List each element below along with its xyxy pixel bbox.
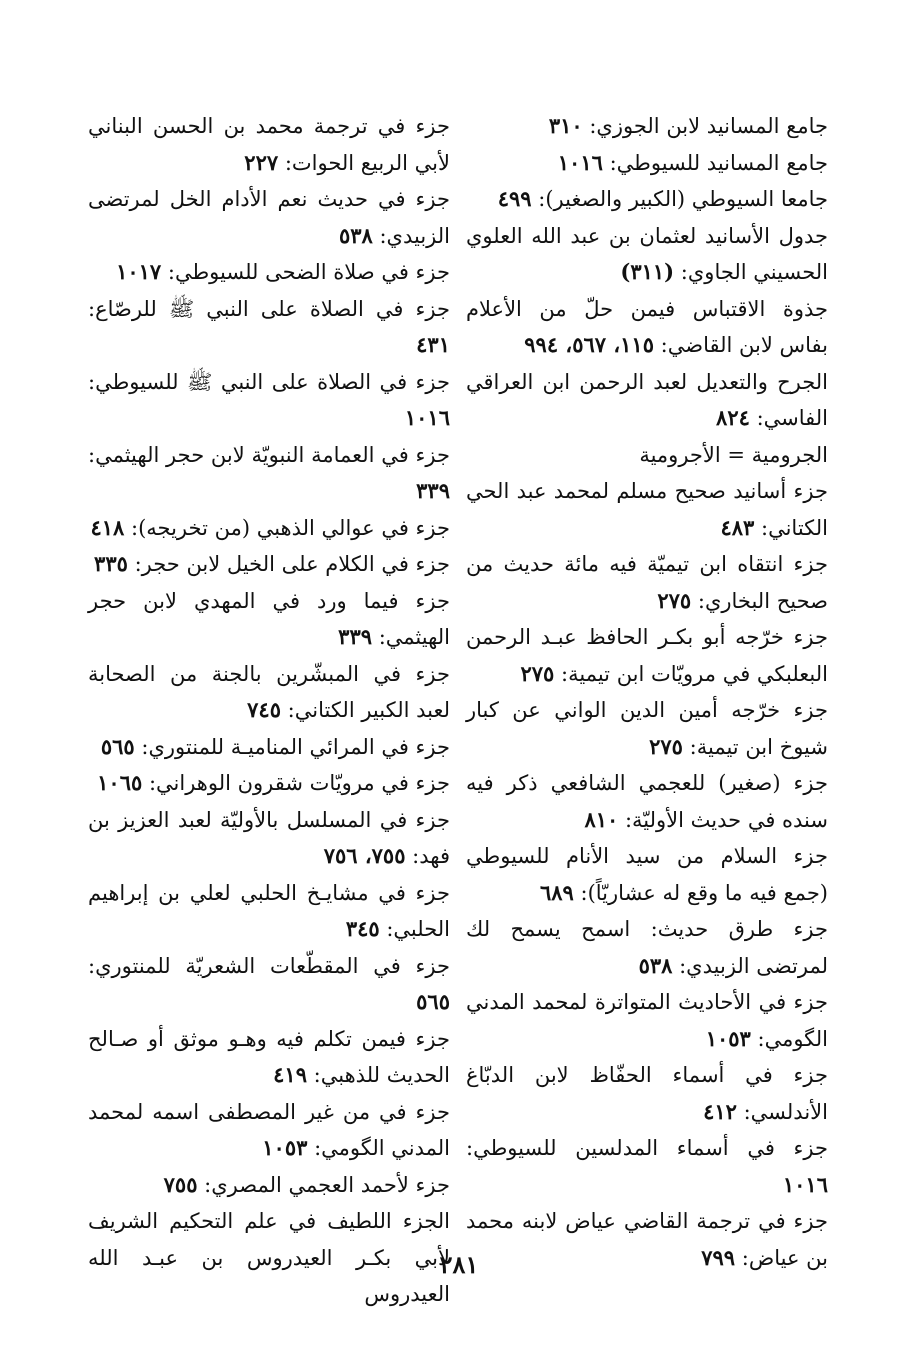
- entry-title: جزء في الكلام على الخيل لابن حجر:: [127, 552, 450, 576]
- entry-page-refs: ١٠١٧: [116, 259, 162, 284]
- index-entry: [466, 437, 828, 474]
- entry-page-refs: ٤٣١: [416, 332, 450, 357]
- entry-page-refs: ١٠٥٣: [705, 1025, 751, 1051]
- entry-page-refs: ٤٨٣: [720, 514, 755, 540]
- index-entry: [466, 765, 828, 838]
- index-entry: [466, 473, 828, 546]
- entry-page-refs: ٤١٨: [90, 514, 125, 540]
- entry-page-refs: ٧٥٥، ٧٥٦: [323, 843, 406, 868]
- index-entry: [466, 619, 828, 692]
- entry-title: جزء طرق حديث: اسمح يسمح لك لمرتضى الزبيدي:: [466, 917, 828, 978]
- entry-page-refs: ٣١٠: [548, 113, 583, 138]
- entry-page-refs: ١٠١٦: [404, 405, 450, 430]
- index-entry: [466, 911, 828, 984]
- index-entry: [88, 437, 450, 510]
- entry-title: جزء انتقاه ابن تيميّة فيه مائة حديث من صحيح البخاري:: [466, 552, 828, 613]
- index-entry: [88, 729, 450, 766]
- index-entry: [88, 875, 450, 948]
- entry-page-refs: ٢٧٥: [520, 660, 555, 686]
- entry-page-refs: ١٠٦٥: [97, 770, 143, 795]
- entry-page-refs: ١٠٥٣: [262, 1135, 308, 1160]
- entry-title: جزء أسانيد صحيح مسلم لمحمد عبد الحي الكتاني:: [466, 479, 828, 540]
- entry-page-refs: ٢٢٧: [244, 149, 279, 175]
- entry-title: جزء (صغير) للعجمي الشافعي ذكر فيه سنده في حديث الأوليّة:: [466, 771, 828, 832]
- entry-page-refs: ١٠١٦: [557, 149, 603, 175]
- index-entry: [466, 145, 828, 182]
- entry-title: جزء في حديث نعم الأدام الخل لمرتضى الزبيدي:: [88, 187, 450, 248]
- entry-page-refs: ٢٧٥: [657, 587, 692, 613]
- entry-page-refs: ٦٨٩: [540, 879, 574, 905]
- index-entry: [466, 692, 828, 765]
- index-entry: [466, 108, 828, 145]
- entry-page-refs: ٤١٢: [703, 1098, 737, 1124]
- entry-page-refs: ٤١٩: [273, 1062, 307, 1087]
- entry-title: جزء في من غير المصطفى اسمه لمحمد المدني الگومي:: [88, 1099, 450, 1160]
- index-entry: [88, 802, 450, 875]
- index-entry: [88, 181, 450, 254]
- index-entry: [88, 1167, 450, 1204]
- index-entry: [466, 1057, 828, 1130]
- entry-page-refs: ٣٣٩: [416, 478, 450, 503]
- entry-page-refs: ٣٤٥: [345, 916, 380, 941]
- entry-title: جزء خرّجه أمين الدين الواني عن كبار شيوخ ابن تيمية:: [466, 698, 828, 759]
- entry-title: جزء في العمامة النبويّة لابن حجر الهيثمي:: [88, 442, 450, 467]
- entry-page-refs: ٥٦٥: [416, 989, 450, 1014]
- entry-title: جزء في ترجمة القاضي عياض لابنه محمد بن عياض:: [466, 1209, 828, 1270]
- index-entry: [466, 218, 828, 291]
- index-entry: [466, 291, 828, 364]
- entry-page-refs: ٣٣٩: [338, 624, 373, 649]
- entry-title: جزء فيما ورد في المهدي لابن حجر الهيثمي:: [88, 588, 450, 649]
- index-entry: [466, 364, 828, 437]
- index-entry: [466, 181, 828, 218]
- index-entry: [88, 1094, 450, 1167]
- index-entry: [88, 583, 450, 656]
- entry-title: جزء في المقطّعات الشعريّة للمنتوري:: [88, 953, 450, 978]
- entry-title: جزء في أسماء المدلسين للسيوطي:: [466, 1136, 828, 1160]
- entry-page-refs: ٤٩٩: [497, 186, 532, 211]
- entry-title: جذوة الاقتباس فيمن حلّ من الأعلام بفاس لابن القاضي:: [466, 296, 828, 357]
- entry-page-refs: (٣١١): [620, 259, 675, 284]
- entry-page-refs: ٧٤٥: [247, 697, 281, 722]
- entry-title: جزء في المرائي المناميـة للمنتوري:: [134, 734, 450, 759]
- index-entry: [466, 1130, 828, 1203]
- index-entry: [88, 1021, 450, 1094]
- index-entry: [88, 364, 450, 437]
- entry-title: جزء في أسماء الحفّاظ لابن الدبّاغ الأندلسي:: [466, 1063, 828, 1124]
- entry-title: جزء فيمن تكلم فيه وهـو موثق أو صـالح الحديث للذهبي:: [88, 1026, 450, 1087]
- left-column: [88, 108, 450, 1313]
- entry-title: جزء في مشايـخ الحلبي لعلي بن إبراهيم الحلبي:: [88, 880, 450, 941]
- entry-page-refs: ٢٧٥: [649, 733, 683, 759]
- index-entry: [466, 838, 828, 911]
- entry-title: جدول الأسانيد لعثمان بن عبد الله العلوي الحسيني الجاوي:: [466, 223, 828, 284]
- entry-page-refs: ٥٦٥: [100, 733, 135, 759]
- index-entry: [88, 765, 450, 802]
- right-column: [466, 108, 828, 1276]
- entry-title: الجرومية = الأجرومية: [639, 442, 828, 467]
- entry-page-refs: ٨٢٤: [716, 405, 750, 430]
- entry-page-refs: ٥٣٨: [638, 952, 673, 978]
- entry-title: الجزء اللطيف في علم التحكيم الشريف لأبي بكـر العيدروس بن عبـد الله العيدروس: [88, 1209, 450, 1306]
- entry-page-refs: ١١٥، ٥٦٧، ٩٩٤: [524, 332, 654, 357]
- entry-title: جامعا السيوطي (الكبير والصغير):: [531, 187, 828, 211]
- entry-page-refs: ٣٣٥: [94, 551, 128, 576]
- entry-title: جامع المسانيد للسيوطي:: [602, 150, 828, 175]
- entry-title: جزء في الصلاة على النبي ﷺ للرصّاع:: [88, 296, 450, 321]
- index-entry: [88, 510, 450, 547]
- index-entry: [88, 254, 450, 291]
- entry-title: جزء في عوالي الذهبي (من تخريجه):: [124, 515, 450, 540]
- entry-title: جزء في صلاة الضحى للسيوطي:: [161, 260, 450, 284]
- entry-title: جزء السلام من سيد الأنام للسيوطي (جمع فيه ما وقع له عشاريّاً):: [466, 844, 828, 905]
- index-entry: [88, 108, 450, 181]
- entry-page-refs: ٨١٠: [584, 806, 619, 832]
- entry-page-refs: ٥٣٨: [338, 222, 373, 248]
- entry-title: جزء في ترجمة محمد بن الحسن البناني لأبي الربيع الحوات:: [88, 114, 450, 175]
- entry-title: جزء في المسلسل بالأوليّة لعبد العزيز بن فهد:: [88, 807, 450, 868]
- entry-title: جزء خرّجه أبو بكـر الحافظ عبـد الرحمن البعلبكي في مرويّات ابن تيمية:: [466, 625, 828, 686]
- entry-title: جزء في الصلاة على النبي ﷺ للسيوطي:: [88, 369, 450, 394]
- index-entry: [88, 546, 450, 583]
- index-entry: [88, 948, 450, 1021]
- index-entry: [466, 984, 828, 1057]
- entry-title: جامع المسانيد لابن الجوزي:: [582, 114, 828, 138]
- entry-title: الجرح والتعديل لعبد الرحمن ابن العراقي الفاسي:: [466, 369, 828, 430]
- index-entry: [466, 546, 828, 619]
- entry-title: جزء لأحمد العجمي المصري:: [197, 1172, 450, 1197]
- index-entry: [88, 656, 450, 729]
- page-number: ٢٨١: [439, 1250, 479, 1279]
- entry-title: جزء في مرويّات شقرون الوهراني:: [142, 771, 450, 795]
- entry-page-refs: ٧٩٩: [701, 1244, 736, 1270]
- entry-page-refs: ٧٥٥: [163, 1171, 198, 1197]
- entry-title: جزء في الأحاديث المتواترة لمحمد المدني الگومي:: [466, 990, 828, 1051]
- entry-title: جزء في المبشّرين بالجنة من الصحابة لعبد الكبير الكتاني:: [88, 661, 450, 722]
- index-entry: [88, 291, 450, 364]
- entry-page-refs: ١٠١٦: [782, 1171, 828, 1197]
